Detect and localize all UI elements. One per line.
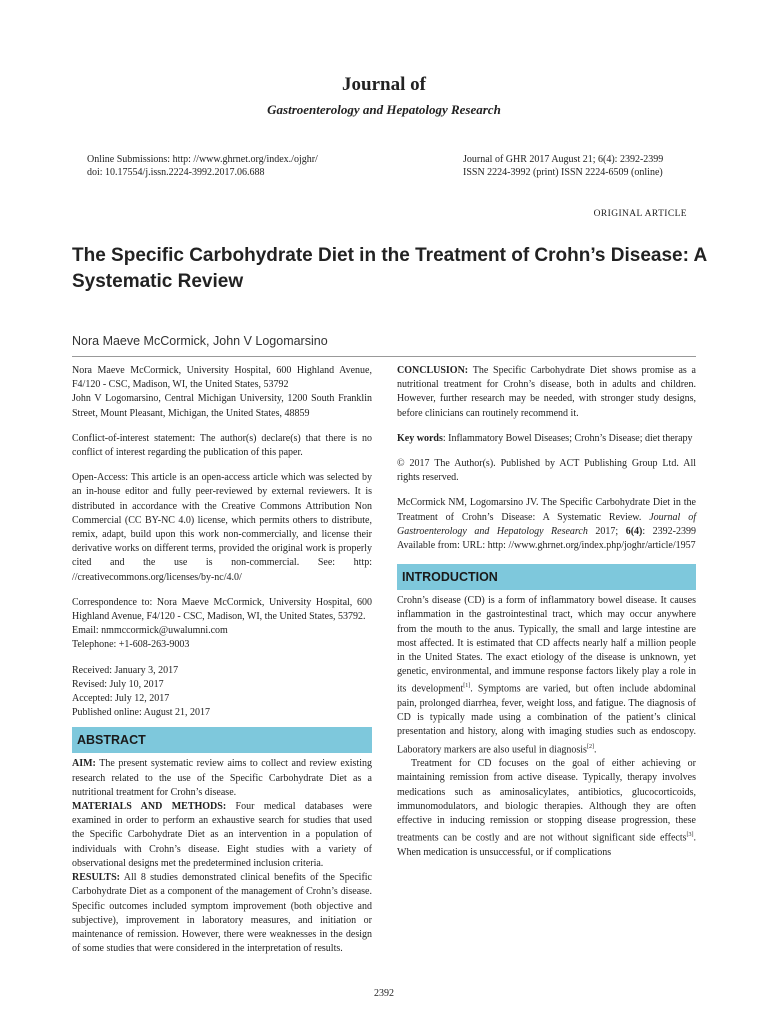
date-received: Received: January 3, 2017 — [72, 664, 179, 676]
intro-text: . — [593, 743, 597, 755]
citation-year: 2017; — [587, 525, 626, 537]
abstract-aim — [72, 757, 372, 800]
abstract-methods — [72, 800, 372, 871]
affiliation-2: John V Logomarsino, Central Michigan University, 1200 South Franklin Street, Mount Pleasant, Michigan, the United States, 48859 — [72, 393, 372, 419]
copyright: © 2017 The Author(s). Published by ACT Publishing Group Ltd. All rights reserved. — [397, 458, 696, 484]
reference-2[interactable]: [2] — [586, 743, 594, 750]
conclusion-text: The Specific Carbohydrate Diet shows promise as a nutritional treatment for Crohn’s disease, both in adults and children. However, further research may be needed, with stronger study designs, before clinicians can routinely recommend it. — [397, 365, 696, 419]
date-accepted: Accepted: July 12, 2017 — [72, 693, 170, 705]
intro-text: Crohn’s disease (CD) is a form of inflammatory bowel disease. It causes inflammation in the gastrointestinal tract, which may occur anywhere from the mouth to the anus. Typically, the small and large intestine are most affected. It is estimated that CD affects nearly half a million people in the United States. The exact etiology of the disease is unknown, yet genetic, environmental, and immune response factors likely play a role in its development — [397, 595, 696, 695]
journal-info — [463, 153, 723, 179]
telephone: Telephone: +1-608-263-9003 — [72, 639, 190, 651]
article-type: ORIGINAL ARTICLE — [593, 209, 687, 219]
citation-volume: 6(4) — [625, 525, 643, 537]
results-label: RESULTS: — [72, 872, 120, 884]
email[interactable]: Email: nmmccormick@uwalumni.com — [72, 625, 228, 637]
divider — [72, 356, 696, 357]
keywords — [397, 432, 696, 446]
conclusion-label: CONCLUSION: — [397, 365, 469, 376]
abstract-heading: ABSTRACT — [72, 727, 372, 753]
citation-url[interactable]: : 2392-2399 Available from: URL: http: //www.ghrnet.org/index.php/joghr/article/1957 — [397, 525, 697, 552]
keywords-text: : Inflammatory Bowel Diseases; Crohn’s Disease; diet therapy — [442, 432, 693, 444]
right-column — [397, 364, 696, 860]
journal-title: Journal of — [342, 74, 426, 95]
date-published: Published online: August 21, 2017 — [72, 707, 211, 719]
article-title: The Specific Carbohydrate Diet in the Treatment of Crohn’s Disease: A Systematic Review — [72, 245, 707, 292]
date-revised: Revised: July 10, 2017 — [72, 678, 164, 690]
affiliation-1: Nora Maeve McCormick, University Hospital, 600 Highland Avenue, F4/120 - CSC, Madison, WI, the United States, 53792 — [72, 365, 372, 391]
page-number: 2392 — [374, 988, 394, 999]
abstract-conclusion — [397, 364, 696, 421]
open-access: Open-Access: This article is an open-access article which was selected by an in-house editor and fully peer-reviewed by external reviewers. It is distributed in accordance with the Creative Commons Attribution Non Commercial (CC BY-NC 4.0) license, which permits others to distribute, remix, adapt, build upon this work non-commercially, and license their derivative works on different terms, provided the original work is properly cited and the use is non-commercial. See: http: //creativecommons.org/licenses/by-nc/4.0/ — [72, 472, 372, 583]
journal-subtitle: Gastroenterology and Hepatology Research — [267, 102, 501, 117]
keywords-label: Key words — [397, 432, 443, 444]
methods-text: Four medical databases were examined in order to perform an exhaustive search for studies that used the Specific Carbohydrate Diet as an intervention in a population of individuals with Crohn’s disease. Eight studies with a variety of observational designs met the predetermined inclusion criteria. — [72, 801, 372, 869]
introduction-paragraph-2 — [397, 757, 696, 860]
journal-issue: Journal of GHR 2017 August 21; 6(4): 2392-2399 — [463, 154, 664, 165]
methods-label: MATERIALS AND METHODS: — [72, 801, 227, 813]
intro-text: . Symptoms are varied, but often include abdominal pain, prolonged diarrhea, fever, weight loss, and fatigue. The diagnosis of CD is typically made using a combination of the patient’s clinical presentation and history, along with imaging studies such as endoscopy. Laboratory markers are also useful in diagnosis — [397, 683, 696, 755]
aim-label: AIM: — [72, 758, 96, 770]
introduction-heading: INTRODUCTION — [397, 564, 696, 590]
left-column — [72, 364, 372, 956]
submission-info — [87, 153, 387, 179]
reference-3[interactable]: [3] — [686, 832, 694, 839]
introduction-paragraph-1 — [397, 594, 696, 757]
citation — [397, 496, 696, 553]
reference-1[interactable]: [1] — [463, 683, 471, 690]
authors: Nora Maeve McCormick, John V Logomarsino — [72, 334, 328, 348]
doi[interactable]: doi: 10.17554/j.issn.2224-3992.2017.06.688 — [87, 167, 265, 178]
issn: ISSN 2224-3992 (print) ISSN 2224-6509 (online) — [463, 167, 663, 178]
results-text: All 8 studies demonstrated clinical benefits of the Specific Carbohydrate Diet as a component of the management of Crohn’s disease. Specific outcomes included symptom improvement (both objective and subjective), improvement in laboratory measures, and initiation or maintenance of remission. However, there were weaknesses in the design of some studies that were considered in the interpretation of results. — [72, 872, 372, 955]
abstract-results — [72, 871, 372, 956]
citation-journal: Journal of Gastroenterology and Hepatology Research — [397, 511, 696, 537]
aim-text: The present systematic review aims to collect and review existing research related to the use of the Specific Carbohydrate Diet as a nutritional treatment for Crohn’s disease. — [72, 758, 372, 798]
intro-text: Treatment for CD focuses on the goal of either achieving or maintaining remission from active disease. Typically, therapy involves medications such as aminosalicylates, antibiotics, glucocorticoids, immunomodulators, and biologic therapies. Although they are often effective in inducing remission or stopping disease progression, these treatments can be costly and are not without significant side effects — [397, 758, 696, 844]
correspondence: Correspondence to: Nora Maeve McCormick, University Hospital, 600 Highland Avenue, F4/120 - CSC, Madison, WI, the United States, 53792. — [72, 596, 372, 623]
submission-url[interactable]: Online Submissions: http: //www.ghrnet.org/index./ojghr/ — [87, 154, 318, 165]
citation-text: McCormick NM, Logomarsino JV. The Specific Carbohydrate Diet in the Treatment of Crohn’s Disease: A Systematic Review. — [397, 497, 696, 523]
intro-text: . When medication is unsuccessful, or if complications — [397, 832, 696, 858]
conflict-of-interest: Conflict-of-interest statement: The author(s) declare(s) that there is no conflict of interest regarding the publication of this paper. — [72, 432, 372, 459]
